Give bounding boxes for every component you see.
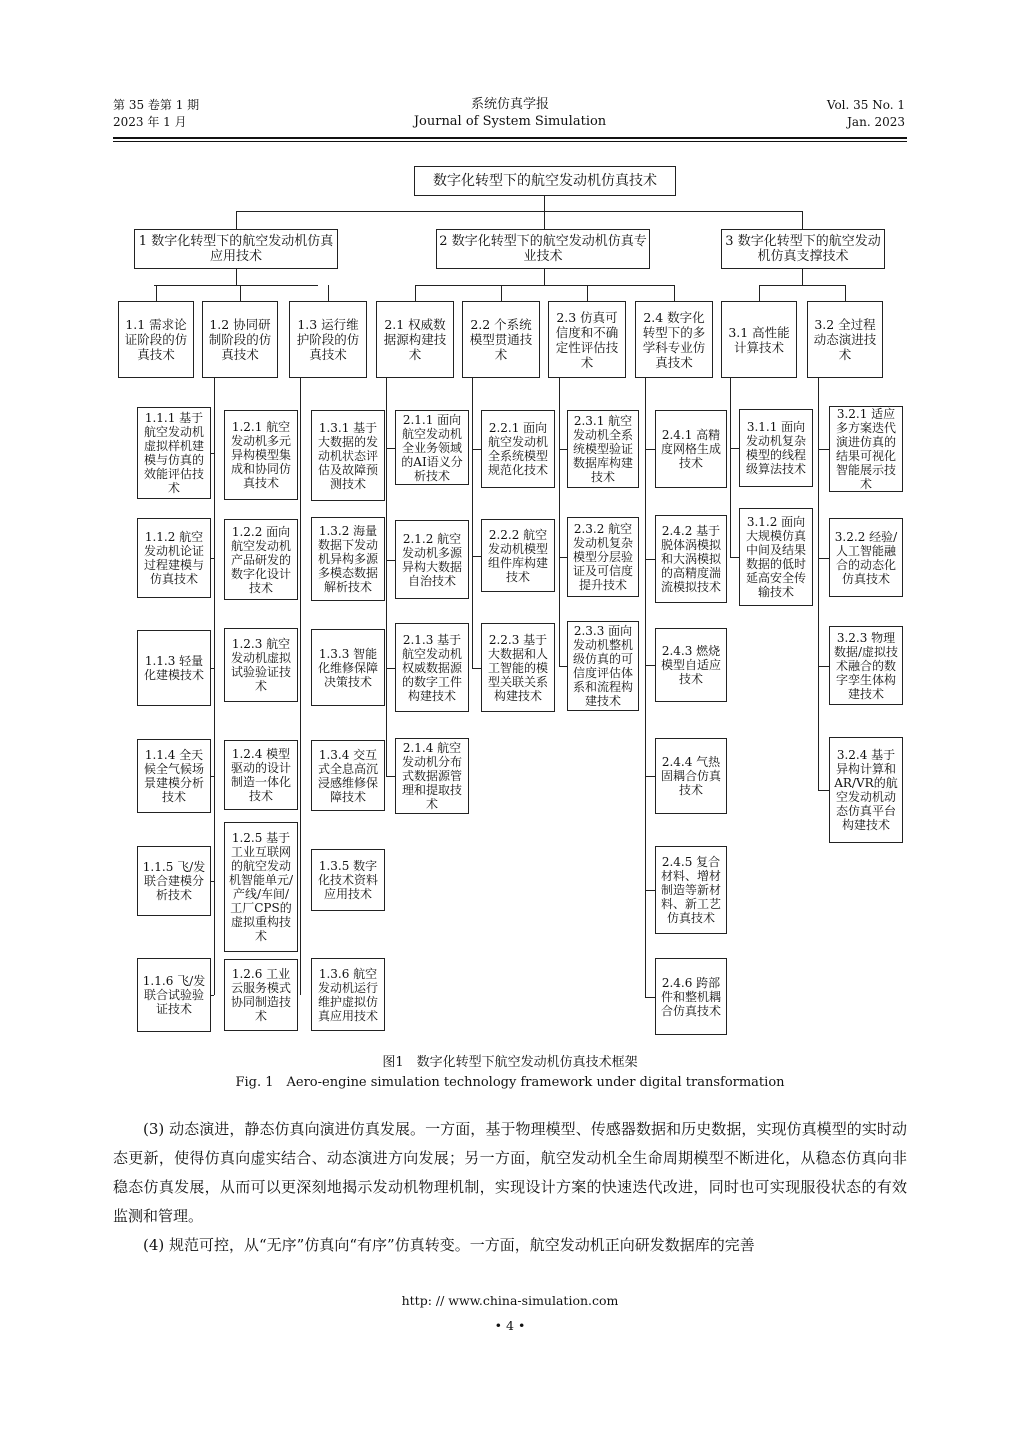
level1-drop-1 [236,211,237,229]
root-connector [544,196,545,211]
leaf-node-c13-1 [311,410,385,501]
leaf-node-c32-2 [829,518,903,597]
leaf-node-c23-1-label: 2.3.1 航空发动机全系统模型验证数据库构建技术 [572,414,633,484]
leaf-node-c12-6 [224,959,298,1031]
leaf-node-c32-4 [829,737,903,843]
leaf-node-c21-4-label: 2.1.4 航空发动机分布式数据源管理和提取技术 [401,741,462,811]
connector-c23-3 [559,666,567,667]
leaf-node-c21-2-label: 2.1.2 航空发动机多源异构大数据自治技术 [401,531,462,588]
leaf-node-c12-6-label: 1.2.6 工业云服务模式协同制造技术 [230,967,291,1023]
connector-c24-2 [645,559,655,560]
leaf-node-c12-3 [224,628,298,702]
level2-node-1-label: 1.1 需求论证阶段的仿真技术 [124,317,188,362]
paragraph-standard-control: (4) 规范可控，从“无序”仿真向“有序”仿真转变。一方面，航空发动机正向研发数据库的完善 [143,1236,755,1254]
leaf-node-c11-1-label: 1.1.1 基于航空发动机虚拟样机建模与仿真的效能评估技术 [143,411,204,495]
leaf-node-c11-1 [137,407,211,499]
leaf-node-c21-2 [395,520,469,599]
level2-node-3-label: 1.3 运行维护阶段的仿真技术 [296,317,360,362]
level2-node-2 [202,301,278,378]
leaf-node-c21-3-label: 2.1.3 基于航空发动机权威数据源的数字工件构建技术 [401,632,462,703]
leaf-node-c21-4 [395,738,469,814]
leaf-node-c11-6-label: 1.1.6 飞/发联合试验验证技术 [142,974,206,1016]
connector-c32-1 [818,449,829,450]
spine-c21 [386,378,387,776]
connector-c24-3 [645,665,655,666]
leaf-node-c23-3 [567,621,639,711]
level2-bus-2 [416,285,674,286]
leaf-node-c13-3 [311,629,385,706]
leaf-node-c12-2 [224,519,298,600]
leaf-node-c24-6 [655,958,727,1035]
level2-node-5 [462,301,540,378]
spine-c24 [645,378,646,997]
level2-drop-1 [156,285,157,301]
leaf-node-c24-3 [655,628,727,702]
leaf-node-c31-2-label: 3.1.2 面向大规模仿真中间及结果数据的低时延高安全传输技术 [745,515,806,599]
level1-node-2 [436,229,650,269]
root-node-label: 数字化转型下的航空发动机仿真技术 [433,173,657,189]
level2-drop-3 [328,285,329,301]
volume-issue: 第 35 卷第 1 期 [113,98,200,112]
leaf-node-c12-5-label: 1.2.5 基于工业互联网的航空发动机智能单元/产线/车间/工厂CPS的虚拟重构技术 [228,831,294,943]
level2-drop-8 [759,285,760,301]
leaf-node-c12-4 [224,740,298,810]
leaf-node-c21-1 [395,410,469,485]
level2-node-5-label: 2.2 个系统模型贯通技术 [469,317,533,362]
leaf-node-c21-1-label: 2.1.1 面向航空发动机全业务领域的AI语义分析技术 [401,412,463,483]
leaf-node-c22-3-label: 2.2.3 基于大数据和人工智能的模型关联关系构建技术 [487,632,548,703]
connector-c31-1 [730,448,739,449]
volume-number-en: Vol. 35 No. 1 [826,98,905,112]
leaf-node-c23-1 [567,410,639,488]
figure-caption-en: Fig. 1 Aero-engine simulation technology framework under digital transformation [235,1075,785,1090]
leaf-node-c23-2 [567,517,639,597]
level2-node-6-label: 2.3 仿真可信度和不确定性评估技术 [555,309,619,370]
connector-c24-5 [645,890,655,891]
level2-node-7 [635,301,713,378]
leaf-node-c12-1 [224,410,298,500]
leaf-node-c24-5-label: 2.4.5 复合材料、增材制造等新材料、新工艺仿真技术 [660,855,721,925]
spine-c31 [730,378,731,557]
leaf-node-c32-3-label: 3.2.3 物理数据/虚拟技术融合的数字孪生体构建技术 [833,630,899,701]
leaf-node-c24-1 [655,410,727,488]
paragraph-dynamic-evolution: (3) 动态演进，静态仿真向演进仿真发展。一方面，基于物理模型、传感器数据和历史数据，实现仿真模型的实时动态更新，使得仿真向虚实结合、动态演进方向发展；另一方面，航空发动机全生命周期模型不断进化，从稳态仿真向非稳态仿真发展，从而可以更深刻地揭示发动机物理机制，实现设计方案的快速迭代改进，同时也可实现服役状态的有效监测和管理。 [113,1120,907,1225]
connector-c22-1 [472,449,481,450]
connector-c23-1 [559,449,567,450]
spine-c13 [300,378,301,995]
connector-c22-2 [472,556,481,557]
leaf-node-c22-2-label: 2.2.2 航空发动机模型组件库构建技术 [487,527,548,584]
connector-c24-6 [645,997,655,998]
connector-c21-2 [386,560,395,561]
connector-c21-1 [386,448,395,449]
issue-date-en: Jan. 2023 [847,115,905,129]
connector-c21-4 [386,776,395,777]
leaf-node-c31-2 [739,508,813,606]
level2-bus-1 [154,285,318,286]
leaf-node-c13-2-label: 1.3.2 海量数据下发动机异构多源多模态数据解析技术 [317,524,378,594]
leaf-node-c22-1-label: 2.2.1 面向航空发动机全系统模型规范化技术 [487,421,548,477]
level1-stem-1 [236,269,237,285]
level2-drop-9 [845,285,846,301]
leaf-node-c12-5 [224,822,298,952]
leaf-node-c12-4-label: 1.2.4 模型驱动的设计制造一体化技术 [230,747,291,803]
leaf-node-c23-3-label: 2.3.3 面向发动机整机级仿真的可信度评估体系和流程构建技术 [572,624,633,708]
level2-node-7-label: 2.4 数字化转型下的多学科专业仿真技术 [642,309,706,370]
leaf-node-c11-2 [137,518,211,598]
leaf-node-c13-5 [311,849,385,911]
leaf-node-c13-5-label: 1.3.5 数字化技术资料应用技术 [317,859,378,901]
leaf-node-c31-1 [739,409,813,487]
connector-c23-2 [559,557,567,558]
level1-node-1 [134,229,338,269]
level2-bus-3 [759,285,845,286]
leaf-node-c13-6 [311,958,385,1031]
connector-c21-3 [386,668,395,669]
level1-bus [236,211,802,212]
level1-drop-3 [802,211,803,229]
leaf-node-c11-3-label: 1.1.3 轻量化建模技术 [143,654,204,682]
leaf-node-c24-5 [655,846,727,934]
leaf-node-c32-2-label: 3.2.2 经验/人工智能融合的动态化仿真技术 [834,529,898,586]
level2-node-1 [118,301,194,378]
spine-c12 [214,378,215,995]
leaf-node-c32-1 [829,406,903,492]
issue-date: 2023 年 1 月 [113,115,187,129]
level2-node-9 [807,301,883,378]
level2-drop-5 [501,285,502,301]
leaf-node-c11-3 [137,630,211,706]
leaf-node-c12-2-label: 1.2.2 面向航空发动机产品研发的数字化设计技术 [230,524,291,595]
leaf-node-c13-6-label: 1.3.6 航空发动机运行维护虚拟仿真应用技术 [317,966,378,1023]
leaf-node-c24-4 [655,738,727,814]
connector-c24-1 [645,449,655,450]
level2-drop-6 [587,285,588,301]
spine-c32 [818,378,819,790]
spine-c23 [559,378,560,666]
leaf-node-c11-5 [137,846,211,916]
leaf-node-c22-2 [481,519,555,592]
connector-c11-6 [211,995,214,996]
connector-c22-3 [472,668,481,669]
level2-node-6 [548,301,626,378]
leaf-node-c24-3-label: 2.4.3 燃烧模型自适应技术 [660,644,721,686]
leaf-node-c13-3-label: 1.3.3 智能化维修保障决策技术 [317,646,378,689]
level2-drop-2 [240,285,241,301]
level2-drop-4 [415,285,416,301]
leaf-node-c13-4 [311,740,385,811]
leaf-node-c22-3 [481,623,555,712]
leaf-node-c32-3 [829,626,903,705]
spine-c22 [472,378,473,668]
leaf-node-c31-1-label: 3.1.1 面向发动机复杂模型的线程级算法技术 [745,420,806,476]
root-node [414,166,676,196]
leaf-node-c32-1-label: 3.2.1 适应多方案迭代演进仿真的结果可视化智能展示技术 [835,407,896,491]
level2-node-8 [721,301,797,378]
level1-node-1-label: 1 数字化转型下的航空发动机仿真应用技术 [138,234,334,264]
level2-node-3 [289,301,367,378]
leaf-node-c24-4-label: 2.4.4 气热固耦合仿真技术 [660,755,721,797]
leaf-node-c13-1-label: 1.3.1 基于大数据的发动机状态评估及故障预测技术 [317,420,378,491]
level1-drop-2 [544,211,545,229]
leaf-node-c13-4-label: 1.3.4 交互式全息高沉浸感维修保障技术 [317,747,378,804]
journal-title-en: Journal of System Simulation [413,114,607,129]
leaf-node-c11-4-label: 1.1.4 全天候全气候场景建模分析技术 [143,748,204,804]
level2-node-9-label: 3.2 全过程动态演进技术 [813,317,877,362]
leaf-node-c24-1-label: 2.4.1 高精度网格生成技术 [660,428,721,470]
level1-node-2-label: 2 数字化转型下的航空发动机仿真专业技术 [439,234,647,264]
level2-drop-7 [674,285,675,301]
footer-url: http: // www.china-simulation.com [401,1293,619,1308]
level1-node-3 [721,229,885,269]
leaf-node-c11-2-label: 1.1.2 航空发动机论证过程建模与仿真技术 [143,530,204,586]
level1-node-3-label: 3 数字化转型下的航空发动机仿真支撑技术 [725,234,881,264]
level1-stem-3 [802,269,803,285]
body-text [113,1115,907,1260]
leaf-node-c11-5-label: 1.1.5 飞/发联合建模分析技术 [142,860,206,902]
connector-c24-4 [645,776,655,777]
page-number: • 4 • [494,1318,526,1333]
leaf-node-c12-3-label: 1.2.3 航空发动机虚拟试验验证技术 [230,637,291,693]
level1-stem-2 [544,269,545,285]
connector-c31-2 [730,557,739,558]
leaf-node-c11-4 [137,739,211,813]
level2-node-2-label: 1.2 协同研制阶段的仿真技术 [208,317,272,362]
leaf-node-c22-1 [481,410,555,488]
leaf-node-c24-2 [655,515,727,603]
level2-node-4-label: 2.1 权威数据源构建技术 [383,317,447,362]
journal-title-cn: 系统仿真学报 [470,97,549,112]
leaf-node-c12-1-label: 1.2.1 航空发动机多元异构模型集成和协同仿真技术 [230,420,291,490]
leaf-node-c24-6-label: 2.4.6 跨部件和整机耦合仿真技术 [660,975,721,1018]
leaf-node-c21-3 [395,623,469,712]
leaf-node-c11-6 [137,958,211,1032]
leaf-node-c24-2-label: 2.4.2 基于脱体涡模拟和大涡模拟的高精度湍流模拟技术 [660,524,721,594]
connector-c32-3 [818,666,829,667]
connector-c32-2 [818,558,829,559]
leaf-node-c23-2-label: 2.3.2 航空发动机复杂模型分层验证及可信度提升技术 [572,522,633,592]
figure-caption-cn: 图1 数字化转型下航空发动机仿真技术框架 [382,1055,638,1070]
leaf-node-c13-2 [311,517,385,601]
level2-node-8-label: 3.1 高性能计算技术 [728,324,790,355]
level2-node-4 [376,301,454,378]
connector-c32-4 [818,790,829,791]
leaf-node-c32-4-label: 3.2.4 基于异构计算和AR/VR的航空发动机动态仿真平台构建技术 [834,748,898,832]
